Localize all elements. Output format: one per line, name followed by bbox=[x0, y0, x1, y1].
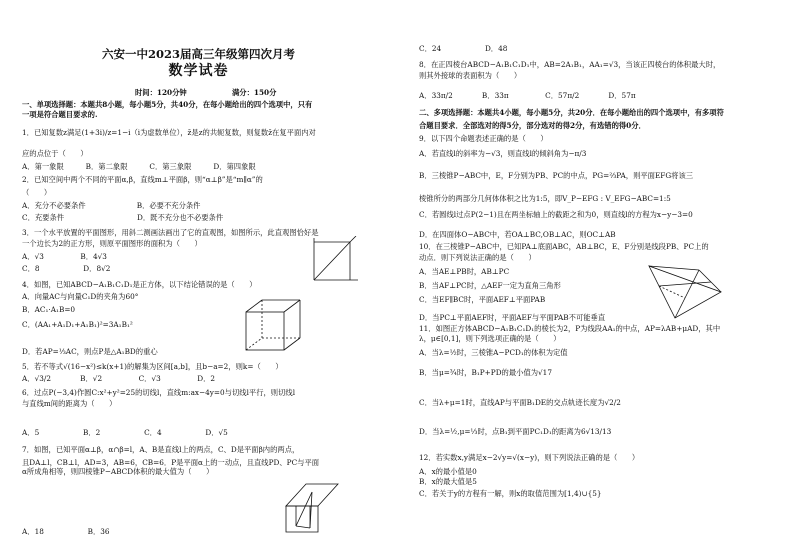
question-line: 一项是符合题目要求的. bbox=[22, 110, 98, 119]
question-line: C．8 D．8√2 bbox=[22, 264, 111, 273]
question-line: A．5 B．2 C．4 D．√5 bbox=[22, 428, 228, 437]
question-line: C．(AA₁+A₁D₁+A₁B₁)²=3A₁B₁² bbox=[22, 320, 133, 329]
oblique-square-figure bbox=[310, 236, 362, 286]
question-line: 5．若不等式√(16−x²)≤k(x+1)的解集为区间[a,b]，且b−a=2，则k=（ ） bbox=[22, 362, 283, 371]
question-line: A．充分不必要条件 B．必要不充分条件 bbox=[22, 201, 201, 210]
question-line: A．当AE⊥PB时，AB⊥PC bbox=[419, 267, 510, 276]
question-line: 一、单项选择题：本题共8小题，每小题5分，共40分，在每小题给出的四个选项中，只有 bbox=[22, 100, 313, 109]
question-line: 8．在正四棱台ABCD−A₁B₁C₁D₁中，AB=2A₁B₁，AA₁=√3，当该正四棱台的体积最大时， bbox=[419, 60, 721, 69]
question-line: 动点．则下列说法正确的是（ ） bbox=[419, 253, 536, 262]
question-line: 4．如图，已知ABCD−A₁B₁C₁D₁是正方体，以下结论错误的是（ ） bbox=[22, 280, 257, 289]
question-line: A．33π/2 B．33π C．57π/2 D．57π bbox=[419, 91, 636, 100]
question-line: A．√3/2 B．√2 C．√3 D．2 bbox=[22, 374, 216, 383]
question-line: A．若直线l的斜率为−√3，则直线l的倾斜角为−π/3 bbox=[419, 149, 587, 158]
question-line: λ，μ∈[0,1]，则下列选项正确的是（ ） bbox=[419, 334, 561, 343]
question-line: A．向量AC与向量C₁D的夹角为60° bbox=[22, 292, 139, 301]
question-line: 2．已知空间中两个不同的平面α,β，直线m⊥平面β，则“α⊥β”是“m∥α”的 bbox=[22, 175, 263, 184]
question-line: C．24 D．48 bbox=[419, 44, 508, 53]
question-line: A．x的最小值是0 bbox=[419, 467, 477, 476]
question-line: （ ） bbox=[22, 188, 52, 197]
question-line: B．当μ=¾时，B₁P+PD的最小值为√17 bbox=[419, 368, 552, 377]
question-line: 合题目要求．全部选对的得5分，部分选对的得2分，有选错的得0分． bbox=[419, 121, 646, 130]
question-line: B．当AF⊥PC时，△AEF一定为直角三角形 bbox=[419, 281, 561, 290]
question-line: A．当λ=½时，三棱锥A−PCD₁的体积为定值 bbox=[419, 348, 568, 357]
question-line: 6．过点P(−3,4)作圆C:x²+y²=25的切线l，直线m:ax−4y=0与切线l平行，则切线l bbox=[22, 388, 296, 397]
question-line: α所成角相等，则四棱锥P−ABCD体积的最大值为（ ） bbox=[22, 467, 214, 476]
question-line: 且DA⊥l，CB⊥l，AD=3，AB=6，CB=6．P是平面α上的一动点，且直线PD、PC与平面 bbox=[22, 458, 320, 467]
time-label: 时间：120分钟 bbox=[135, 88, 187, 97]
tetrahedron-figure bbox=[645, 262, 725, 322]
exam-subtitle: 数学试卷 bbox=[168, 63, 229, 79]
question-line: 11．如图正方体ABCD−A₁B₁C₁D₁的棱长为2，P为线段AA₁的中点，AP=λAB+μAD，其中 bbox=[419, 324, 721, 333]
dihedral-figure bbox=[282, 478, 346, 534]
cube-figure bbox=[240, 296, 304, 356]
question-line: B．x的最大值是5 bbox=[419, 477, 477, 486]
question-line: C．当EF∥BC时，平面AEF⊥平面PAB bbox=[419, 295, 546, 304]
question-line: 应的点位于（ ） bbox=[22, 149, 88, 158]
question-line: 1．已知复数z满足(1+3i)/z=1−i（i为虚数单位），z̄是z的共轭复数，则复数z̄在复平面内对 bbox=[22, 128, 316, 137]
question-line: 与直线m间的距离为（ ） bbox=[22, 399, 117, 408]
question-line: 一个边长为2的正方形，则原平面图形的面积为（ ） bbox=[22, 239, 202, 248]
question-line: A．√3 B．4√3 bbox=[22, 252, 107, 261]
exam-title: 六安一中2023届高三年级第四次月考 bbox=[101, 47, 295, 61]
question-line: D．当λ=½,μ=⅓时，点B₁到平面PC₁D₁的距离为6√13/13 bbox=[419, 427, 612, 436]
question-line: 二、多项选择题：本题共4小题，每小题5分，共20分．在每小题给出的四个选项中，有多项符 bbox=[419, 108, 724, 117]
question-line: 棱锥所分的两部分几何体体积之比为1:5，即V_P−EFG : V_EFG−ABC=1:5 bbox=[419, 194, 671, 203]
score-label: 满分：150分 bbox=[232, 88, 277, 97]
question-line: A．18 B．36 bbox=[22, 527, 110, 536]
question-line: 9．以下四个命题表述正确的是（ ） bbox=[419, 134, 548, 143]
question-line: B．三棱锥P−ABC中，E，F分别为PB、PC的中点，PG=⅔PA，则平面EFG将该三 bbox=[419, 171, 694, 180]
question-line: 3．一个水平放置的平面图形，用斜二测画法画出了它的直观图，如图所示，此直观图恰好是 bbox=[22, 228, 319, 237]
question-line: C．充要条件 D．既不充分也不必要条件 bbox=[22, 213, 224, 222]
question-line: 10．在三棱锥P−ABC中，已知PA⊥底面ABC，AB⊥BC，E、F分别是线段PB、PC上的 bbox=[419, 242, 709, 251]
question-line: C．若关于y的方程有一解，则x的取值范围为[1,4)∪{5} bbox=[419, 489, 602, 498]
right-column bbox=[397, 0, 794, 544]
question-line: 12．若实数x,y满足x−2√y=√(x−y)，则下列说法正确的是（ ） bbox=[419, 453, 640, 462]
question-line: D．当PC⊥平面AEF时，平面AEF与平面PAB不可能垂直 bbox=[419, 313, 606, 322]
question-line: 7．如图，已知平面α⊥β，α∩β=l，A、B是直线l上的两点，C、D是平面β内的两点， bbox=[22, 445, 300, 454]
question-line: B．AC₁·A₁B=0 bbox=[22, 305, 76, 314]
question-line: D．在四面体O−ABC中，若OA⊥BC,OB⊥AC，则OC⊥AB bbox=[419, 230, 616, 239]
question-line: C．若圆线l过点P(2−1)且在两坐标轴上的截距之和为0，则直线l的方程为x−y−3=0 bbox=[419, 210, 693, 219]
question-line: C．当λ+μ=1时，直线AP与平面B₁DE的交点轨迹长度为√2/2 bbox=[419, 398, 621, 407]
question-line: 则其外接球的表面积为（ ） bbox=[419, 71, 522, 80]
question-line: A．第一象限 B．第二象限 C．第三象限 D．第四象限 bbox=[22, 162, 256, 171]
question-line: D．若AP=⅓AC，则点P是△A₁BD的重心 bbox=[22, 347, 158, 356]
